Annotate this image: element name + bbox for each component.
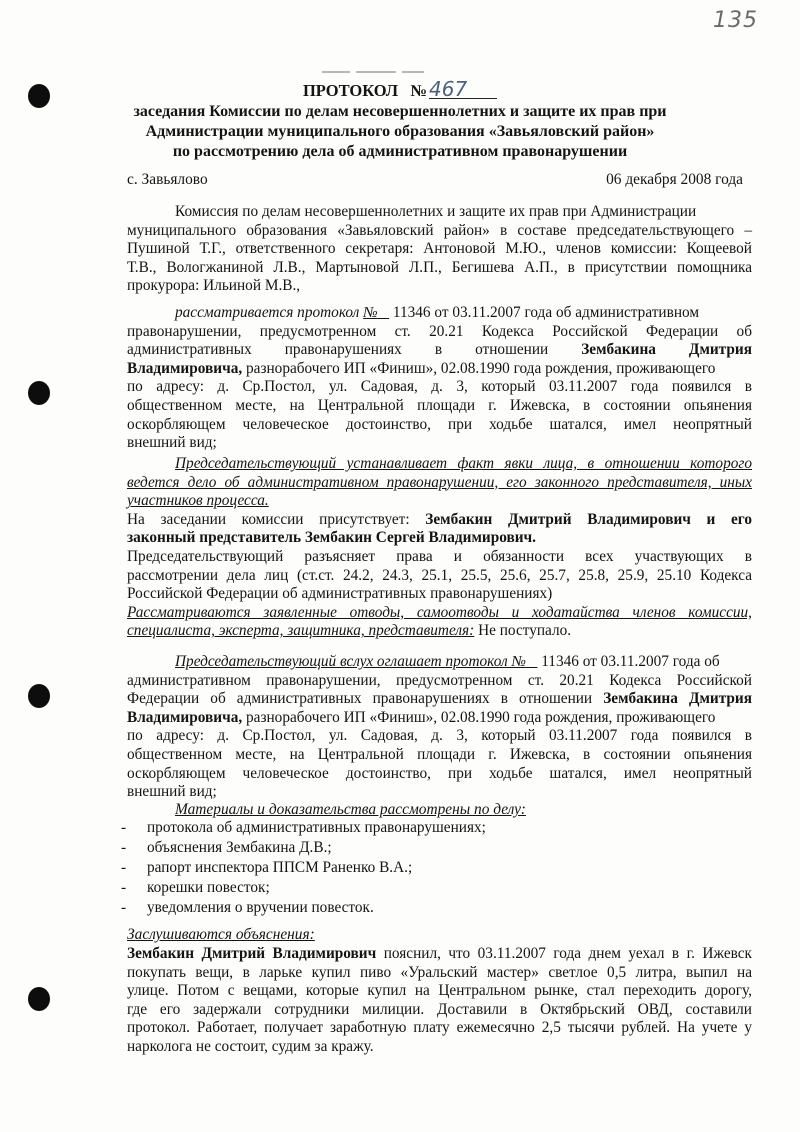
list-item: - рапорт инспектора ППСМ Раненко В.А.; [121,859,413,876]
chair-line: участников процесса. [127,492,269,510]
person-name: Зембакина Дмитрия [603,690,752,708]
paragraph-line: правонарушении, предусмотренном ст. 20.21 Кодекса Российской Федерации об [127,322,752,340]
considered-number-sign: № [363,304,378,321]
considered-intro: рассматривается протокол [175,304,360,321]
punch-hole [28,381,50,405]
person-name: Зембакина Дмитрия [581,341,752,359]
paragraph-line: по адресу: д. Ср.Постол, ул. Садовая, д. 3, который 03.11.2007 года появился в [127,378,752,396]
paragraph-line: Зембакин Дмитрий Владимирович пояснил, что 03.11.2007 года днем уехал в г. Ижевск [127,945,752,962]
handwritten-protocol-number: 467 [429,80,497,99]
paragraph-line: нарколога не состоит, судим за кражу. [127,1037,374,1055]
paragraph-line: общественном месте, на Центральной площади г. Ижевска, в состоянии опьянения [127,396,752,414]
paragraph-line: по адресу: д. Ср.Постол, ул. Садовая, д. 3, который 03.11.2007 года появился в [127,727,752,745]
protocol-title [0,77,800,101]
materials-list [121,818,761,918]
paragraph-line: внешний вид; [127,783,217,801]
paragraph-line: покупать вещи, в ларьке купил пиво «Уральский мастер» светлое 0,5 литра, выпил на [127,963,752,981]
read-aloud-paragraph [127,653,752,802]
materials-heading: Материалы и доказательства рассмотрены по делу: [175,801,526,818]
paragraph-line: протокол. Работает, получает заработную плату ежемесячно 2,5 тысячи рублей. На учете у [127,1019,752,1037]
motions-line: специалиста, эксперта, защитника, представителя: Не поступало. [127,622,572,640]
person-name: Владимировича, [127,359,243,377]
read-aloud-intro: Председательствующий вслух оглашает протокол № [175,653,526,670]
paragraph-line: Т.В., Вологжаниной Л.В., Мартыновой Л.П., Бегишева А.П., в присутствии помощника [127,258,752,276]
person-name: Владимировича, [127,708,243,726]
rights-line: Российской Федерации об административных правонарушениях) [127,585,553,603]
explanations-paragraph [127,945,752,1057]
person-name: Зембакин Дмитрий Владимирович [127,945,377,962]
handwritten-page-number: 135 [713,8,758,33]
paragraph-line: Пушиной Т.Г., ответственного секретаря: Антоновой М.Ю., членов комиссии: Кощеевой [127,240,752,258]
date: 06 декабря 2008 года [606,171,743,188]
present-line: законный представитель Зембакин Сергей Владимирович. [127,529,536,547]
paragraph-line: общественном месте, на Центральной площади г. Ижевска, в состоянии опьянения [127,745,752,763]
motions-line: Рассматриваются заявленные отводы, самоотводы и ходатайства членов комиссии, [127,603,752,621]
paragraph-line [127,304,752,323]
paragraph-line: где его задержали сотрудники милиции. Доставили в Октябрьский ОВД, составили [127,1000,752,1018]
considered-paragraph [127,304,752,453]
rights-line: рассмотрении дела лиц (ст.ст. 24.2, 24.3, 25.1, 25.5, 25.6, 25.7, 25.8, 25.9, 25.10 Кодекса [127,566,752,584]
present-line: На заседании комиссии присутствует: Зембакин Дмитрий Владимирович и его [127,510,753,528]
chair-line: ведется дело об административном правонарушении, его законного представителя, иных [127,473,752,491]
paragraph-line: Комиссия по делам несовершеннолетних и защите их прав при Администрации [175,203,697,220]
paragraph-line: Федерации об административных правонарушениях в отношении Зембакина Дмитрия [127,690,752,708]
list-item: - уведомления о вручении повесток. [121,899,374,916]
protocol-subtitle [100,102,700,162]
paragraph-line: административных правонарушениях в отношении Зембакина Дмитрия [127,341,752,359]
number-sign: № [410,81,428,100]
paragraph-line: административном правонарушении, предусмотренном ст. 20.21 Кодекса Российской [127,671,752,689]
paragraph-line: внешний вид; [127,434,217,452]
paragraph-line: прокурора: Ильиной М.В., [127,277,301,295]
chair-line: Председательствующий устанавливает факт явки лица, в отношении которого [175,455,752,472]
paragraph-line: оскорбляющем человеческое достоинство, при ходьбе шатался, имел неопрятный [127,764,752,782]
subtitle-line: Администрации муниципального образования «Завьяловский район» [145,123,655,140]
paragraph-line: Владимировича, разнорабочего ИП «Финиш», 02.08.1990 года рождения, проживающего [127,708,716,726]
paragraph-line: оскорбляющем человеческое достоинство, при ходьбе шатался, имел неопрятный [127,415,752,433]
paragraph-line: Владимировича, разнорабочего ИП «Финиш», 02.08.1990 года рождения, проживающего [127,359,716,377]
list-item: - корешки повесток; [121,879,270,896]
paragraph-line: муниципального образования «Завьяловский район» в составе председательствующего – [127,221,752,239]
list-item: - протокола об административных правонарушениях; [121,819,486,836]
attendance-section [127,455,752,641]
subtitle-line: заседания Комиссии по делам несовершеннолетних и защите их прав при [133,103,667,120]
subtitle-line: по рассмотрению дела об административном правонарушении [172,143,628,160]
title-label: ПРОТОКОЛ [302,81,399,100]
person-name: Зембакин Дмитрий Владимирович и его [425,510,753,528]
commission-paragraph [127,203,752,296]
place: с. Завьялово [127,171,208,188]
paragraph-line: улице. Потом с вещами, которые купил на Центральном рынке, стал переходить дорогу, [127,982,752,1000]
punch-hole [28,684,50,708]
motions-result: Не поступало. [478,622,572,640]
rights-line: Председательствующий разъясняет права и обязанности всех участвующих в [127,547,752,565]
list-item: - объяснения Зембакина Д.В.; [121,839,332,856]
punch-hole [28,987,50,1011]
explanations-heading: Заслушиваются объяснения: [127,926,315,943]
paragraph-line: Председательствующий вслух оглашает протокол № 11346 от 03.11.2007 года об [175,653,720,670]
considered-line-rest: 11346 от 03.11.2007 года об административном [392,304,700,321]
scan-artifact [322,63,472,71]
